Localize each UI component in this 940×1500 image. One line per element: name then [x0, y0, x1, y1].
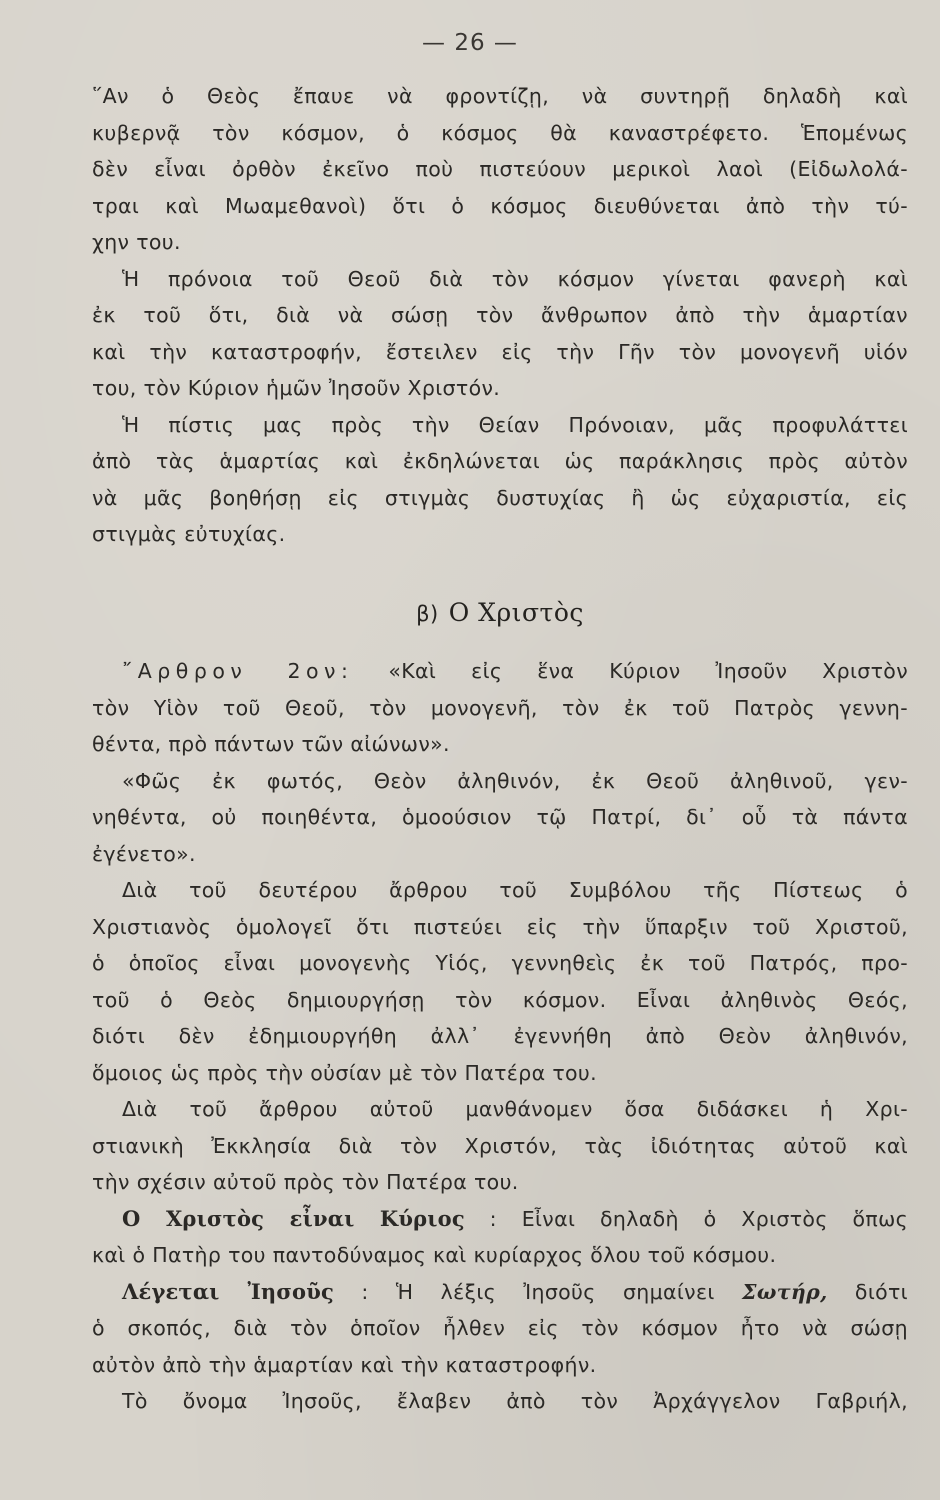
text-line: καὶ τὴν καταστροφήν, ἔστειλεν εἰς τὴν Γῆν τὸν μονογενῆ υἱόν	[92, 339, 908, 364]
text-line: νηθέντα, οὐ ποιηθέντα, ὁμοούσιον τῷ Πατρί, δι᾿ οὗ τὰ πάντα	[92, 805, 908, 829]
text-line: Χριστιανὸς ὁμολογεῖ ὅτι πιστεύει εἰς τὴν ὕπαρξιν τοῦ Χριστοῦ,	[92, 914, 908, 939]
text-line: διότι δὲν ἐδημιουργήθη ἀλλ᾿ ἐγεννήθη ἀπὸ Θεὸν ἀληθινόν,	[92, 1024, 908, 1048]
text-line: ἐκ τοῦ ὅτι, διὰ νὰ σώσῃ τὸν ἄνθρωπον ἀπὸ τὴν ἁμαρτίαν	[92, 303, 908, 327]
text-line: τοῦ ὁ Θεὸς δημιουργήσῃ τὸν κόσμον. Εἶναι ἀληθινὸς Θεός,	[92, 987, 908, 1012]
text-line: ὁ ὁποῖος εἶναι μονογενὴς Υἱός, γεννηθεὶς ἐκ τοῦ Πατρός, προ-	[92, 951, 908, 975]
section-number: β)	[416, 601, 439, 626]
text-line: στιγμὰς εὐτυχίας.	[92, 522, 286, 546]
body-text	[92, 78, 908, 1420]
text-line: «Φῶς ἐκ φωτός, Θεὸν ἀληθινόν, ἐκ Θεοῦ ἀληθινοῦ, γεν-	[122, 768, 908, 793]
section-gap	[92, 553, 908, 595]
text-line: τὴν σχέσιν αὐτοῦ πρὸς τὸν Πατέρα του.	[92, 1170, 519, 1194]
text-line: καὶ ὁ Πατὴρ του παντοδύναμος καὶ κυρίαρχος ὅλου τοῦ κόσμου.	[92, 1243, 777, 1267]
section-title: Ο Χριστὸς	[448, 597, 584, 627]
text-line: χην του.	[92, 230, 181, 254]
emphasis-word: Σωτήρ,	[742, 1279, 828, 1304]
term-text: : Ἡ λέξις Ἰησοῦς σημαίνει	[361, 1279, 715, 1304]
text-line: Διὰ τοῦ δευτέρου ἄρθρου τοῦ Συμβόλου τῆς Πίστεως ὁ	[122, 878, 908, 902]
text-line: θέντα, πρὸ πάντων τῶν αἰώνων».	[92, 732, 450, 756]
term-heading: Λέγεται Ἰησοῦς	[122, 1278, 335, 1304]
page-number: — 26 —	[422, 30, 518, 56]
term-text: : Εἶναι δηλαδὴ ὁ Χριστὸς ὅπως	[489, 1206, 908, 1231]
text-line: ῞Αν ὁ Θεὸς ἔπαυε νὰ φροντίζῃ, νὰ συντηρῇ δηλαδὴ καὶ	[92, 84, 908, 108]
text-line	[92, 1201, 908, 1238]
text-line: του, τὸν Κύριον ἡμῶν Ἰησοῦν Χριστόν.	[92, 376, 501, 400]
text-line: ὅμοιος ὡς πρὸς τὴν οὐσίαν μὲ τὸν Πατέρα του.	[92, 1060, 597, 1085]
section-heading	[92, 595, 908, 632]
text-line: Διὰ τοῦ ἄρθρου αὐτοῦ μανθάνομεν ὅσα διδάσκει ἡ Χρι-	[122, 1097, 908, 1121]
text-line	[92, 1274, 908, 1311]
term-text: διότι	[854, 1279, 908, 1304]
text-line: τὸν Υἱὸν τοῦ Θεοῦ, τὸν μονογενῆ, τὸν ἐκ τοῦ Πατρὸς γεννη-	[92, 695, 908, 720]
article-label: ῎Αρθρον 2ον:	[122, 659, 354, 683]
text-line: δὲν εἶναι ὀρθὸν ἐκεῖνο ποὺ πιστεύουν μερικοὶ λαοὶ (Εἰδωλολά-	[92, 157, 908, 181]
text-line	[92, 653, 908, 690]
text-line: αὐτὸν ἀπὸ τὴν ἁμαρτίαν καὶ τὴν καταστροφήν.	[92, 1352, 597, 1377]
text-line: ἀπὸ τὰς ἁμαρτίας καὶ ἐκδηλώνεται ὡς παράκλησις πρὸς αὐτὸν	[92, 449, 908, 473]
article-text: «Καὶ εἰς ἕνα Κύριον Ἰησοῦν Χριστὸν	[388, 659, 909, 683]
text-line: Ἡ πίστις μας πρὸς τὴν Θείαν Πρόνοιαν, μᾶς προφυλάττει	[122, 412, 908, 437]
text-line: Ἡ πρόνοια τοῦ Θεοῦ διὰ τὸν κόσμον γίνεται φανερὴ καὶ	[122, 266, 908, 291]
text-line: τραι καὶ Μωαμεθανοὶ) ὅτι ὁ κόσμος διευθύνεται ἀπὸ τὴν τύ-	[92, 193, 908, 218]
text-line: ὁ σκοπός, διὰ τὸν ὁποῖον ἦλθεν εἰς τὸν κόσμον ἦτο νὰ σώσῃ	[92, 1316, 908, 1340]
text-line: νὰ μᾶς βοηθήσῃ εἰς στιγμὰς δυστυχίας ἢ ὡς εὐχαριστία, εἰς	[92, 485, 908, 510]
text-line: κυβερνᾷ τὸν κόσμον, ὁ κόσμος θὰ καναστρέφετο. Ἑπομένως	[92, 120, 908, 145]
term-heading: Ο Χριστὸς εἶναι Κύριος	[122, 1205, 465, 1231]
section-gap	[92, 631, 908, 653]
text-line: ἐγένετο».	[92, 841, 196, 866]
text-line: στιανικὴ Ἐκκλησία διὰ τὸν Χριστόν, τὰς ἰδιότητας αὐτοῦ καὶ	[92, 1133, 908, 1158]
text-line: Τὸ ὄνομα Ἰησοῦς, ἔλαβεν ἀπὸ τὸν Ἀρχάγγελον Γαβριήλ,	[122, 1389, 908, 1413]
